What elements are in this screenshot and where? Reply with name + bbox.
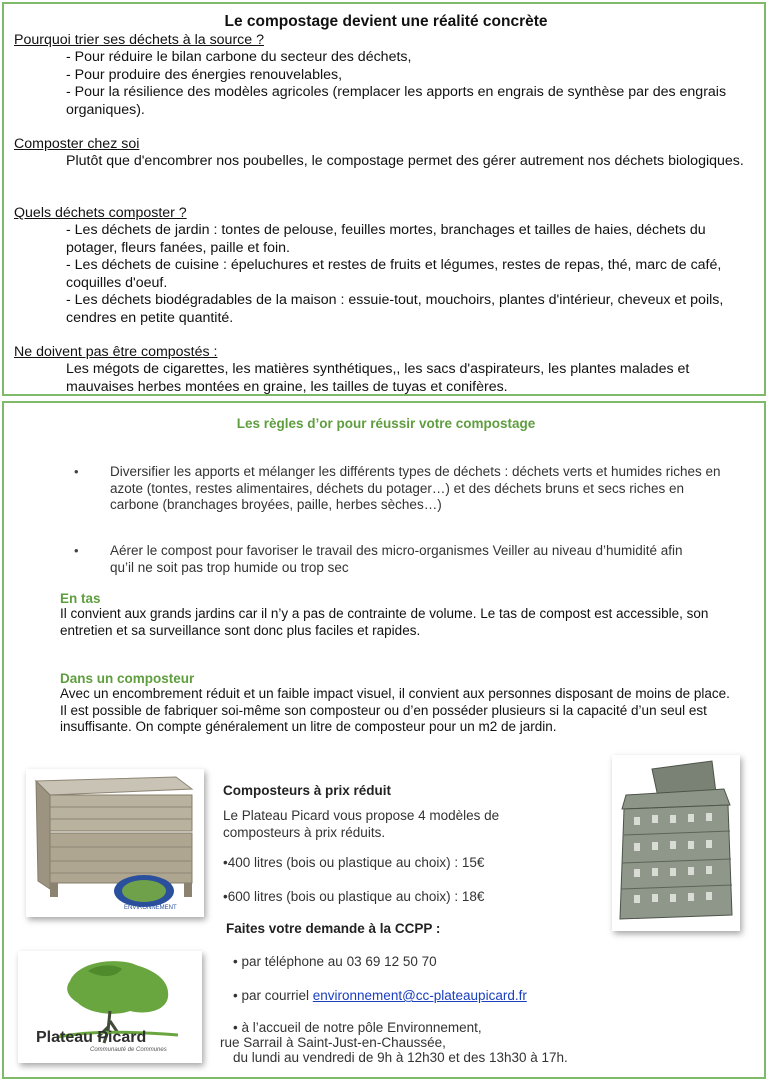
plateau-picard-logo xyxy=(18,951,202,1063)
request-address-2: rue Sarrail à Saint-Just-en-Chaussée, xyxy=(220,1035,446,1050)
offer-price-400: •400 litres (bois ou plastique au choix) : 15€ xyxy=(223,855,485,870)
request-heading: Faites votre demande à la CCPP : xyxy=(226,921,441,936)
plastic-composter-icon xyxy=(612,755,740,931)
heading-compost-home: Composter chez soi xyxy=(14,136,140,152)
request-mail-prefix: • par courriel xyxy=(233,988,313,1003)
heading-which-waste: Quels déchets composter ? xyxy=(14,205,187,221)
wooden-composter-image xyxy=(26,769,204,917)
which-waste-item-1: - Les déchets de jardin : tontes de pelouse, feuilles mortes, branchages et tailles de haies, déchets du potager, fleurs fanées, paille et foin. xyxy=(66,222,706,256)
golden-rules-title: Les règles d’or pour réussir votre compostage xyxy=(236,416,536,431)
wooden-composter-icon xyxy=(26,769,204,917)
top-section-frame xyxy=(2,2,766,396)
why-sort-item-3: - Pour la résilience des modèles agricoles (remplacer les apports en engrais de synthèse par des engrais organiques). xyxy=(66,84,727,118)
rule-bullet-2: Aérer le compost pour favoriser le travail des micro-organismes Veiller au niveau d’humidité afin qu’il ne soit pas trop humide ou trop sec xyxy=(110,543,683,575)
which-waste-item-3: - Les déchets biodégradables de la maison : essuie-tout, mouchoirs, plantes d'intérieur, cheveux et poils, cendres en petite quantité. xyxy=(66,292,724,326)
badge-text: ENVIRONNEMENT xyxy=(124,905,177,911)
why-sort-item-1: - Pour réduire le bilan carbone du secteur des déchets, xyxy=(66,49,412,65)
request-mail xyxy=(233,988,527,1005)
why-sort-item-2: - Pour produire des énergies renouvelables, xyxy=(66,67,343,83)
heading-not-compost: Ne doivent pas être compostés : xyxy=(14,344,218,360)
offer-heading: Composteurs à prix réduit xyxy=(223,783,392,798)
composteur-text: Avec un encombrement réduit et un faible impact visuel, il convient aux personnes disposant de moins de place. Il est possible de fabriquer soi-même son composteur ou d’en posséder plusieurs si la capacité d’un seul est insuffisante. On compte généralement un litre de composteur pour un m2 de jardin. xyxy=(60,686,730,734)
request-address-1: • à l’accueil de notre pôle Environnement, xyxy=(233,1020,482,1035)
offer-intro: Le Plateau Picard vous propose 4 modèles de composteurs à prix réduits. xyxy=(223,808,500,840)
request-address-3: du lundi au vendredi de 9h à 12h30 et des 13h30 à 17h. xyxy=(233,1050,568,1065)
en-tas-text: Il convient aux grands jardins car il n’y a pas de contrainte de volume. Le tas de compost est accessible, son entretien et sa surveillance sont donc plus faciles et rapides. xyxy=(60,606,709,638)
heading-why-sort: Pourquoi trier ses déchets à la source ? xyxy=(14,32,264,48)
bullet-dot-2: • xyxy=(74,543,79,558)
not-compost-text: Les mégots de cigarettes, les matières synthétiques,, les sacs d'aspirateurs, les plantes malades et mauvaises herbes montées en graine, les tailles de tuyas et conifères. xyxy=(66,361,690,395)
logo-name: Plateau Picard xyxy=(36,1029,147,1046)
heading-composteur: Dans un composteur xyxy=(60,671,195,686)
plastic-composter-image xyxy=(612,755,740,931)
which-waste-item-2: - Les déchets de cuisine : épeluchures et restes de fruits et légumes, restes de repas, thé, marc de café, coquilles d'oeuf. xyxy=(66,257,722,291)
rule-bullet-1: Diversifier les apports et mélanger les différents types de déchets : déchets verts et humides riches en azote (tontes, restes alimentaires, déchets du potager…) et des déchets bruns et secs riches en carbone (branchages broyées, paille, herbes sèches…) xyxy=(110,464,721,512)
page-title: Le compostage devient une réalité concrète xyxy=(224,13,548,30)
bullet-dot-1: • xyxy=(74,464,79,479)
heading-en-tas: En tas xyxy=(60,591,101,606)
request-phone: • par téléphone au 03 69 12 50 70 xyxy=(233,954,437,969)
offer-price-600: •600 litres (bois ou plastique au choix) : 18€ xyxy=(223,889,485,904)
bottom-section-frame xyxy=(2,401,766,1079)
compost-home-text: Plutôt que d'encombrer nos poubelles, le compostage permet des gérer autrement nos déchets biologiques. xyxy=(66,153,744,169)
email-link[interactable]: environnement@cc-plateaupicard.fr xyxy=(312,988,527,1003)
logo-subtitle: Communauté de Communes xyxy=(90,1047,167,1053)
